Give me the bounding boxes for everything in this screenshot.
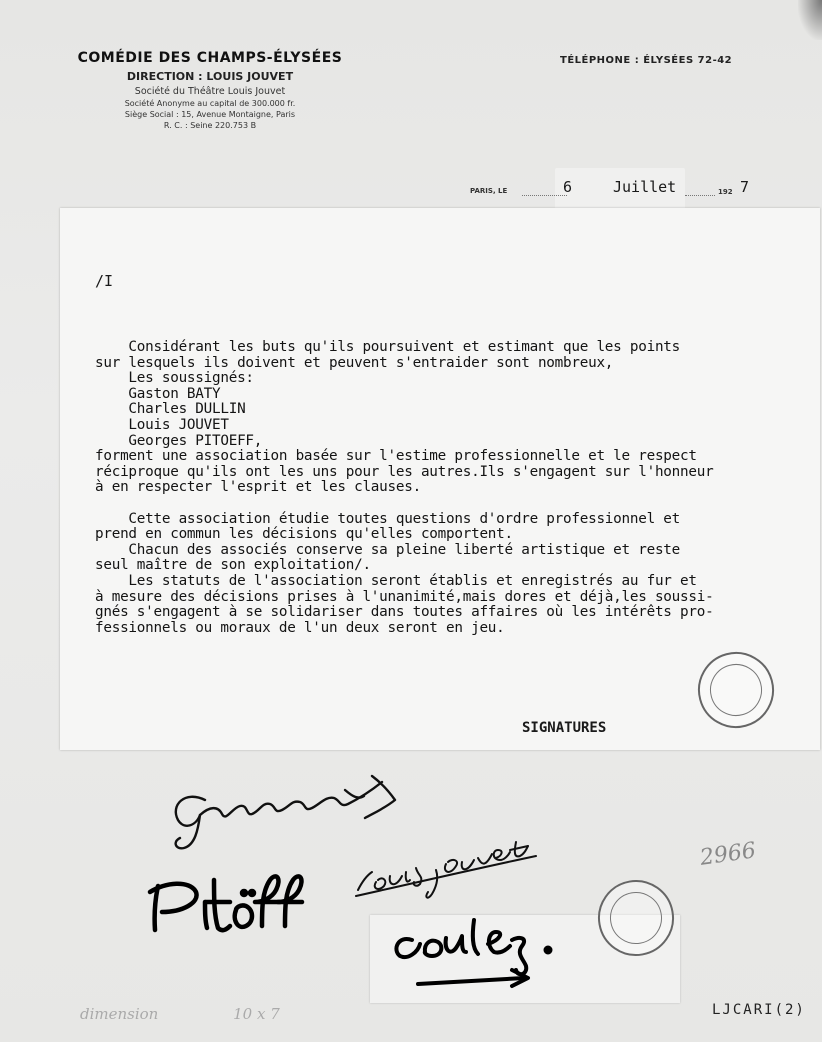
date-year-digit: 7 — [740, 178, 750, 196]
letter-body-line: Louis JOUVET — [95, 416, 229, 433]
pencil-note-size: 10 x 7 — [233, 1005, 280, 1023]
signature-baty — [176, 776, 395, 848]
letter-body-line: Charles DULLIN — [95, 401, 246, 418]
letterhead-direction: DIRECTION : LOUIS JOUVET — [126, 70, 294, 83]
letter-body-line: seul maître de son exploitation/. — [95, 557, 371, 574]
date-month: Juillet — [613, 178, 677, 196]
letterhead-rc: R. C. : Seine 220.753 B — [163, 121, 257, 130]
signatures-label: SIGNATURES — [522, 720, 607, 736]
signature-dullin — [396, 920, 550, 986]
letter-body-line: Chacun des associés conserve sa pleine liberté artistique et reste — [95, 541, 681, 558]
letter-body-line: à mesure des décisions prises à l'unanimité,mais dores et déjà,les soussi- — [95, 588, 714, 605]
date-day: 6 — [563, 178, 573, 196]
letterhead-phone: TÉLÉPHONE : ÉLYSÉES 72-42 — [560, 55, 733, 66]
signature-jouvet — [356, 842, 536, 898]
letterhead-society: Société du Théâtre Louis Jouvet — [134, 86, 286, 97]
letter-body-line: Les statuts de l'association seront établis et enregistrés au fur et — [95, 572, 697, 589]
pencil-inventory-number: 2966 — [698, 838, 758, 871]
letter-body-line: Les soussignés: — [95, 370, 254, 387]
letterhead-title: COMÉDIE DES CHAMPS-ÉLYSÉES — [77, 50, 343, 66]
letter-body-line: réciproque qu'ils ont les uns pour les autres.Ils s'engagent sur l'honneur — [95, 463, 714, 480]
letter-body-line: forment une association basée sur l'estime professionnelle et le respect — [95, 448, 697, 465]
letter-body-line: sur lesquels ils doivent et peuvent s'entraider sont nombreux, — [95, 354, 614, 371]
letterhead-capital: Société Anonyme au capital de 300.000 fr. — [124, 99, 296, 108]
letter-body-line: à en respecter l'esprit et les clauses. — [95, 479, 421, 496]
date-place: PARIS, LE — [470, 187, 508, 195]
pencil-bottom-notes — [80, 1005, 280, 1023]
letter-body-line: Georges PITOEFF, — [95, 432, 263, 449]
letter-body-line: Cette association étudie toutes questions d'ordre professionnel et — [95, 510, 681, 527]
page-number: /I — [95, 272, 114, 290]
letter-body-line: Considérant les buts qu'ils poursuivent et estimant que les points — [95, 339, 681, 355]
pencil-note-dimension: dimension — [80, 1005, 159, 1023]
signature-pitoeff — [150, 876, 302, 930]
letter-body-line: prend en commun les décisions qu'elles comportent. — [95, 526, 513, 543]
letter-body-line: fessionnels ou moraux de l'un deux seront en jeu. — [95, 619, 505, 636]
letter-body-line: Gaston BATY — [95, 385, 221, 402]
date-year-prefix: 192 — [718, 188, 733, 196]
letter-body-line: gnés s'engagent à se solidariser dans toutes affaires où les intérêts pro- — [95, 604, 714, 621]
archive-reference: LJCARI(2) — [712, 1002, 806, 1018]
letterhead-seat: Siège Social : 15, Avenue Montaigne, Paris — [124, 110, 296, 119]
